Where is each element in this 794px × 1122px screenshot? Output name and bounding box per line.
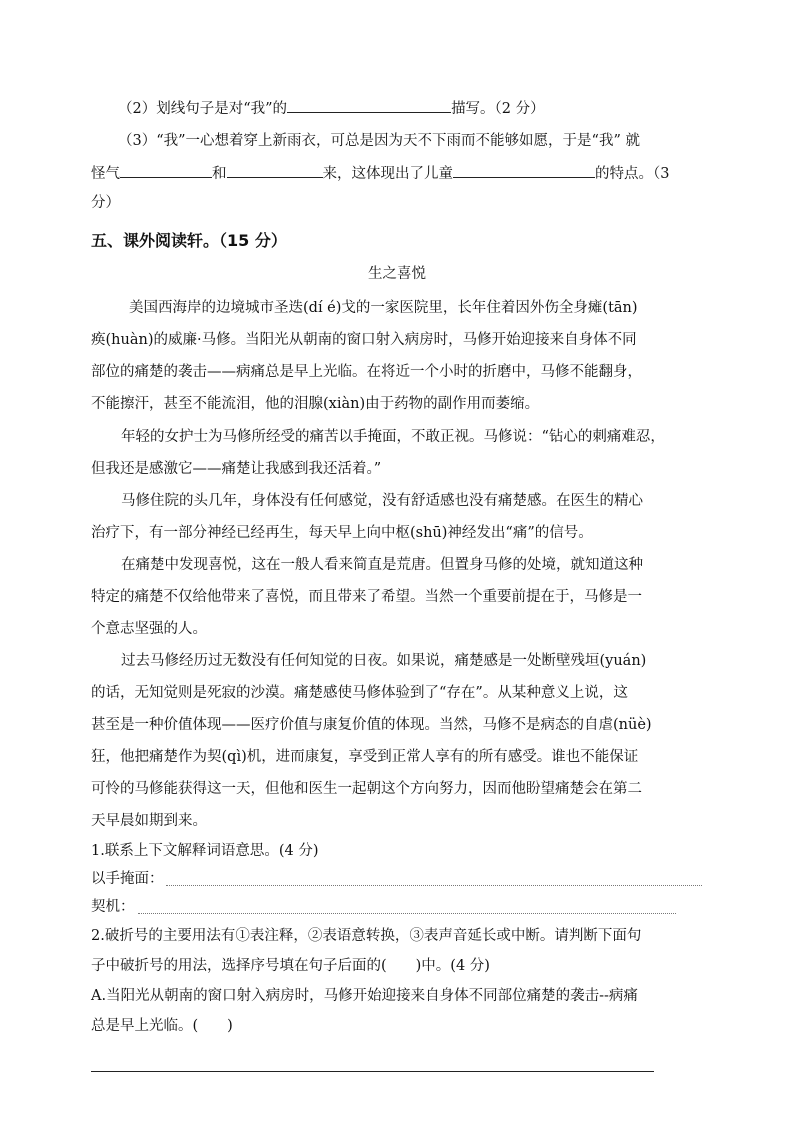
question-2-line2: 子中破折号的用法，选择序号填在句子后面的( )中。(4 分) [91, 958, 490, 974]
article-line: 美国西海岸的边境城市圣迭(dí é)戈的一家医院里，长年住着因外伤全身瘫(tān) [129, 300, 638, 316]
question-2-suffix: 描写。（2 分） [451, 101, 545, 117]
question-1-term-b: 契机： [91, 899, 135, 915]
question-3-text-d: 的特点。（3 [595, 166, 670, 182]
answer-line-a[interactable] [166, 885, 702, 886]
answer-blank[interactable] [227, 163, 323, 178]
answer-line[interactable] [91, 1071, 654, 1072]
article-title: 生之喜悦 [368, 266, 426, 282]
article-line: 可怜的马修能获得这一天，但他和医生一起朝这个方向努力，因而他盼望痛楚会在第二 [91, 781, 642, 797]
question-3-line2 [91, 162, 669, 183]
question-3-line1: （3）“我”一心想着穿上新雨衣，可总是因为天不下雨而不能够如愿，于是“我” 就 [118, 133, 640, 149]
question-1-title: 1.联系上下文解释词语意思。(4 分) [91, 843, 319, 859]
question-2-line1: 2.破折号的主要用法有①表注释，②表语意转换，③表声音延长或中断。请判断下面句 [91, 928, 642, 944]
answer-blank[interactable] [120, 163, 212, 178]
question-2-option-a-line1: A.当阳光从朝南的窗口射入病房时，马修开始迎接来自身体不同部位痛楚的袭击--病痛 [91, 988, 638, 1004]
article-line: 治疗下，有一部分神经已经再生，每天早上向中枢(shū)神经发出“痛”的信号。 [91, 525, 593, 541]
article-line: 特定的痛楚不仅给他带来了喜悦，而且带来了希望。当然一个重要前提在于，马修是一 [91, 589, 642, 605]
question-3-text-b: 和 [212, 166, 227, 182]
section-heading: 五、课外阅读轩。（15 分） [91, 231, 287, 250]
article-line: 不能擦汗，甚至不能流泪，他的泪腺(xiàn)由于药物的副作用而萎缩。 [91, 396, 540, 412]
question-2-option-a-line2: 总是早上光临。( ) [91, 1018, 233, 1034]
answer-line-b[interactable] [138, 913, 676, 914]
question-3-text-a: 怪气 [91, 166, 120, 182]
article-line: 个意志坚强的人。 [91, 621, 207, 637]
answer-blank[interactable] [287, 98, 451, 113]
article-line: 年轻的女护士为马修所经受的痛苦以手掩面，不敢正视。马修说：“钻心的刺痛难忍， [121, 429, 665, 445]
question-3-text-c: 来，这体现出了儿童 [322, 166, 453, 182]
article-line: 甚至是一种价值体现——医疗价值与康复价值的体现。当然，马修不是病态的自虐(nüè) [91, 717, 652, 733]
question-3-line3: 分） [91, 195, 120, 211]
article-line: 部位的痛楚的袭击——病痛总是早上光临。在将近一个小时的折磨中，马修不能翻身， [91, 364, 642, 380]
article-line: 过去马修经历过无数没有任何知觉的日夜。如果说，痛楚感是一处断壁残垣(yuán) [121, 653, 647, 669]
article-line: 痪(huàn)的威廉·马修。当阳光从朝南的窗口射入病房时，马修开始迎接来自身体不同 [91, 332, 637, 348]
article-line: 但我还是感激它——痛楚让我感到我还活着。” [91, 461, 382, 477]
article-line: 狂，他把痛楚作为契(qì)机，进而康复，享受到正常人享有的所有感受。谁也不能保证 [91, 749, 639, 765]
article-line: 天早晨如期到来。 [91, 813, 207, 829]
article-line: 在痛楚中发现喜悦，这在一般人看来简直是荒唐。但置身马修的处境，就知道这种 [121, 557, 643, 573]
question-2 [118, 97, 545, 118]
answer-blank[interactable] [453, 163, 595, 178]
question-2-prefix: （2）划线句子是对“我”的 [118, 101, 288, 117]
article-line: 马修住院的头几年，身体没有任何感觉，没有舒适感也没有痛楚感。在医生的精心 [121, 493, 643, 509]
article-line: 的话，无知觉则是死寂的沙漠。痛楚感使马修体验到了“存在”。从某种意义上说，这 [91, 685, 628, 701]
question-1-term-a: 以手掩面： [91, 871, 164, 887]
